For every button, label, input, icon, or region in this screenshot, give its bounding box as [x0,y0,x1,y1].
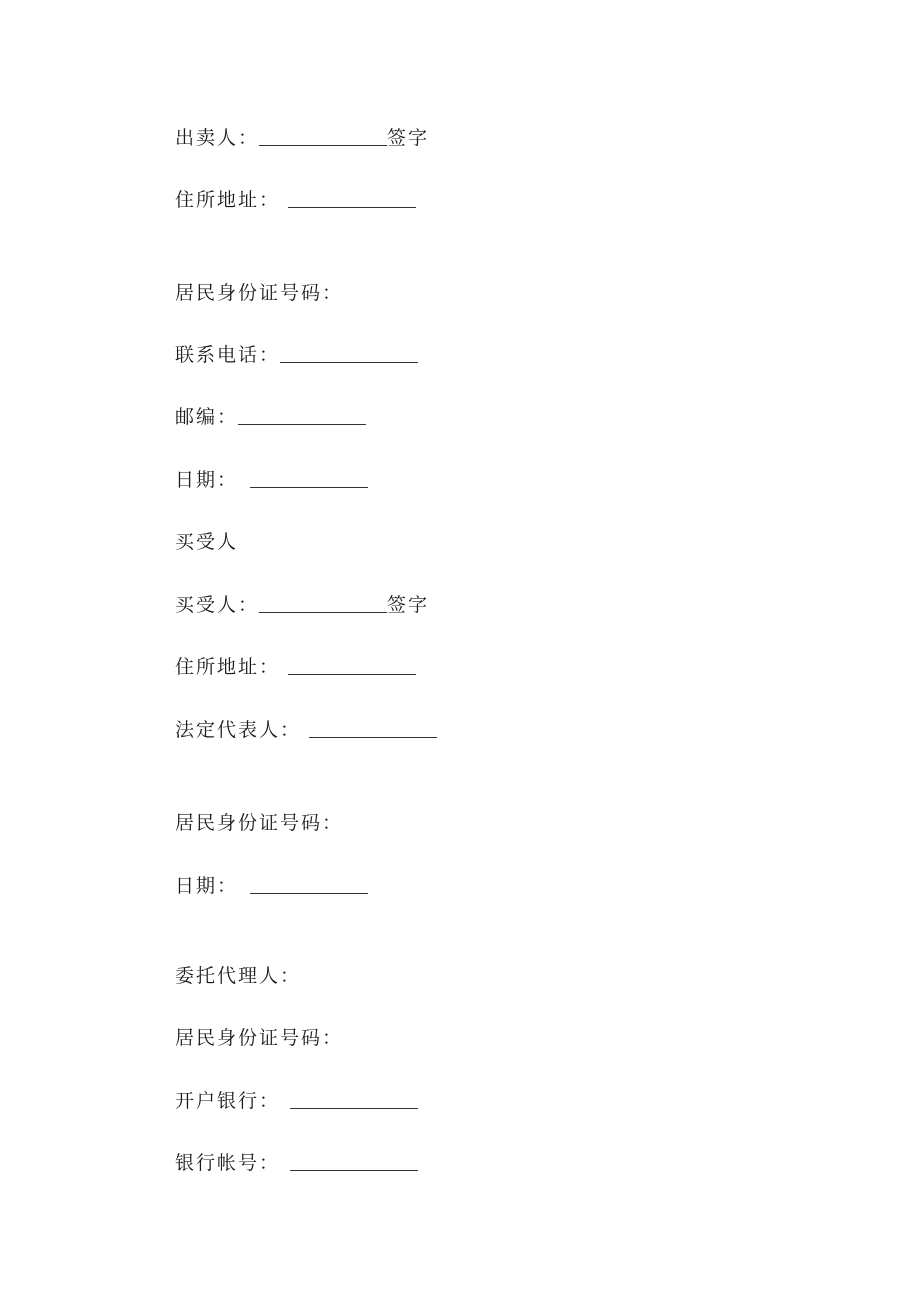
seller-label: 出卖人： [175,127,260,149]
buyer-date-line [175,866,368,896]
buyer-date-label: 日期： [175,875,239,897]
agent-bank-line [175,1081,418,1111]
seller-address-label: 住所地址： [175,189,281,211]
seller-postcode-line [175,397,366,427]
buyer-id-line [175,803,343,833]
seller-date-label: 日期： [175,469,239,491]
seller-postcode-label: 邮编： [175,406,239,428]
seller-date-blank [250,486,368,488]
buyer-legal-rep-label: 法定代表人： [175,719,302,741]
seller-line [175,118,429,148]
seller-phone-blank [280,361,418,363]
buyer-address-label: 住所地址： [175,656,281,678]
buyer-address-line [175,647,416,677]
buyer-id-label: 居民身份证号码： [175,812,344,834]
seller-date-line [175,460,368,490]
buyer-legal-rep-line [175,710,437,740]
buyer-label: 买受人： [175,594,260,616]
buyer-date-blank [250,892,368,894]
seller-postcode-blank [238,423,366,425]
agent-id-line [175,1018,343,1048]
seller-address-blank [288,206,416,208]
buyer-sign-suffix: 签字 [387,594,430,616]
buyer-legal-rep-blank [309,736,437,738]
agent-account-blank [290,1169,418,1171]
agent-line [175,956,301,986]
agent-account-line [175,1143,418,1173]
agent-id-label: 居民身份证号码： [175,1027,344,1049]
agent-bank-blank [290,1107,418,1109]
agent-bank-label: 开户银行： [175,1090,281,1112]
buyer-signature-blank [259,611,387,613]
seller-phone-label: 联系电话： [175,344,281,366]
seller-address-line [175,180,416,210]
seller-phone-line [175,335,418,365]
agent-account-label: 银行帐号： [175,1152,281,1174]
seller-signature-blank [259,144,387,146]
buyer-address-blank [288,673,416,675]
buyer-line [175,585,429,615]
buyer-section-line [175,522,238,552]
seller-sign-suffix: 签字 [387,127,430,149]
seller-id-label: 居民身份证号码： [175,282,344,304]
agent-label: 委托代理人： [175,965,302,987]
buyer-section-label: 买受人 [175,531,239,553]
seller-id-line [175,273,343,303]
